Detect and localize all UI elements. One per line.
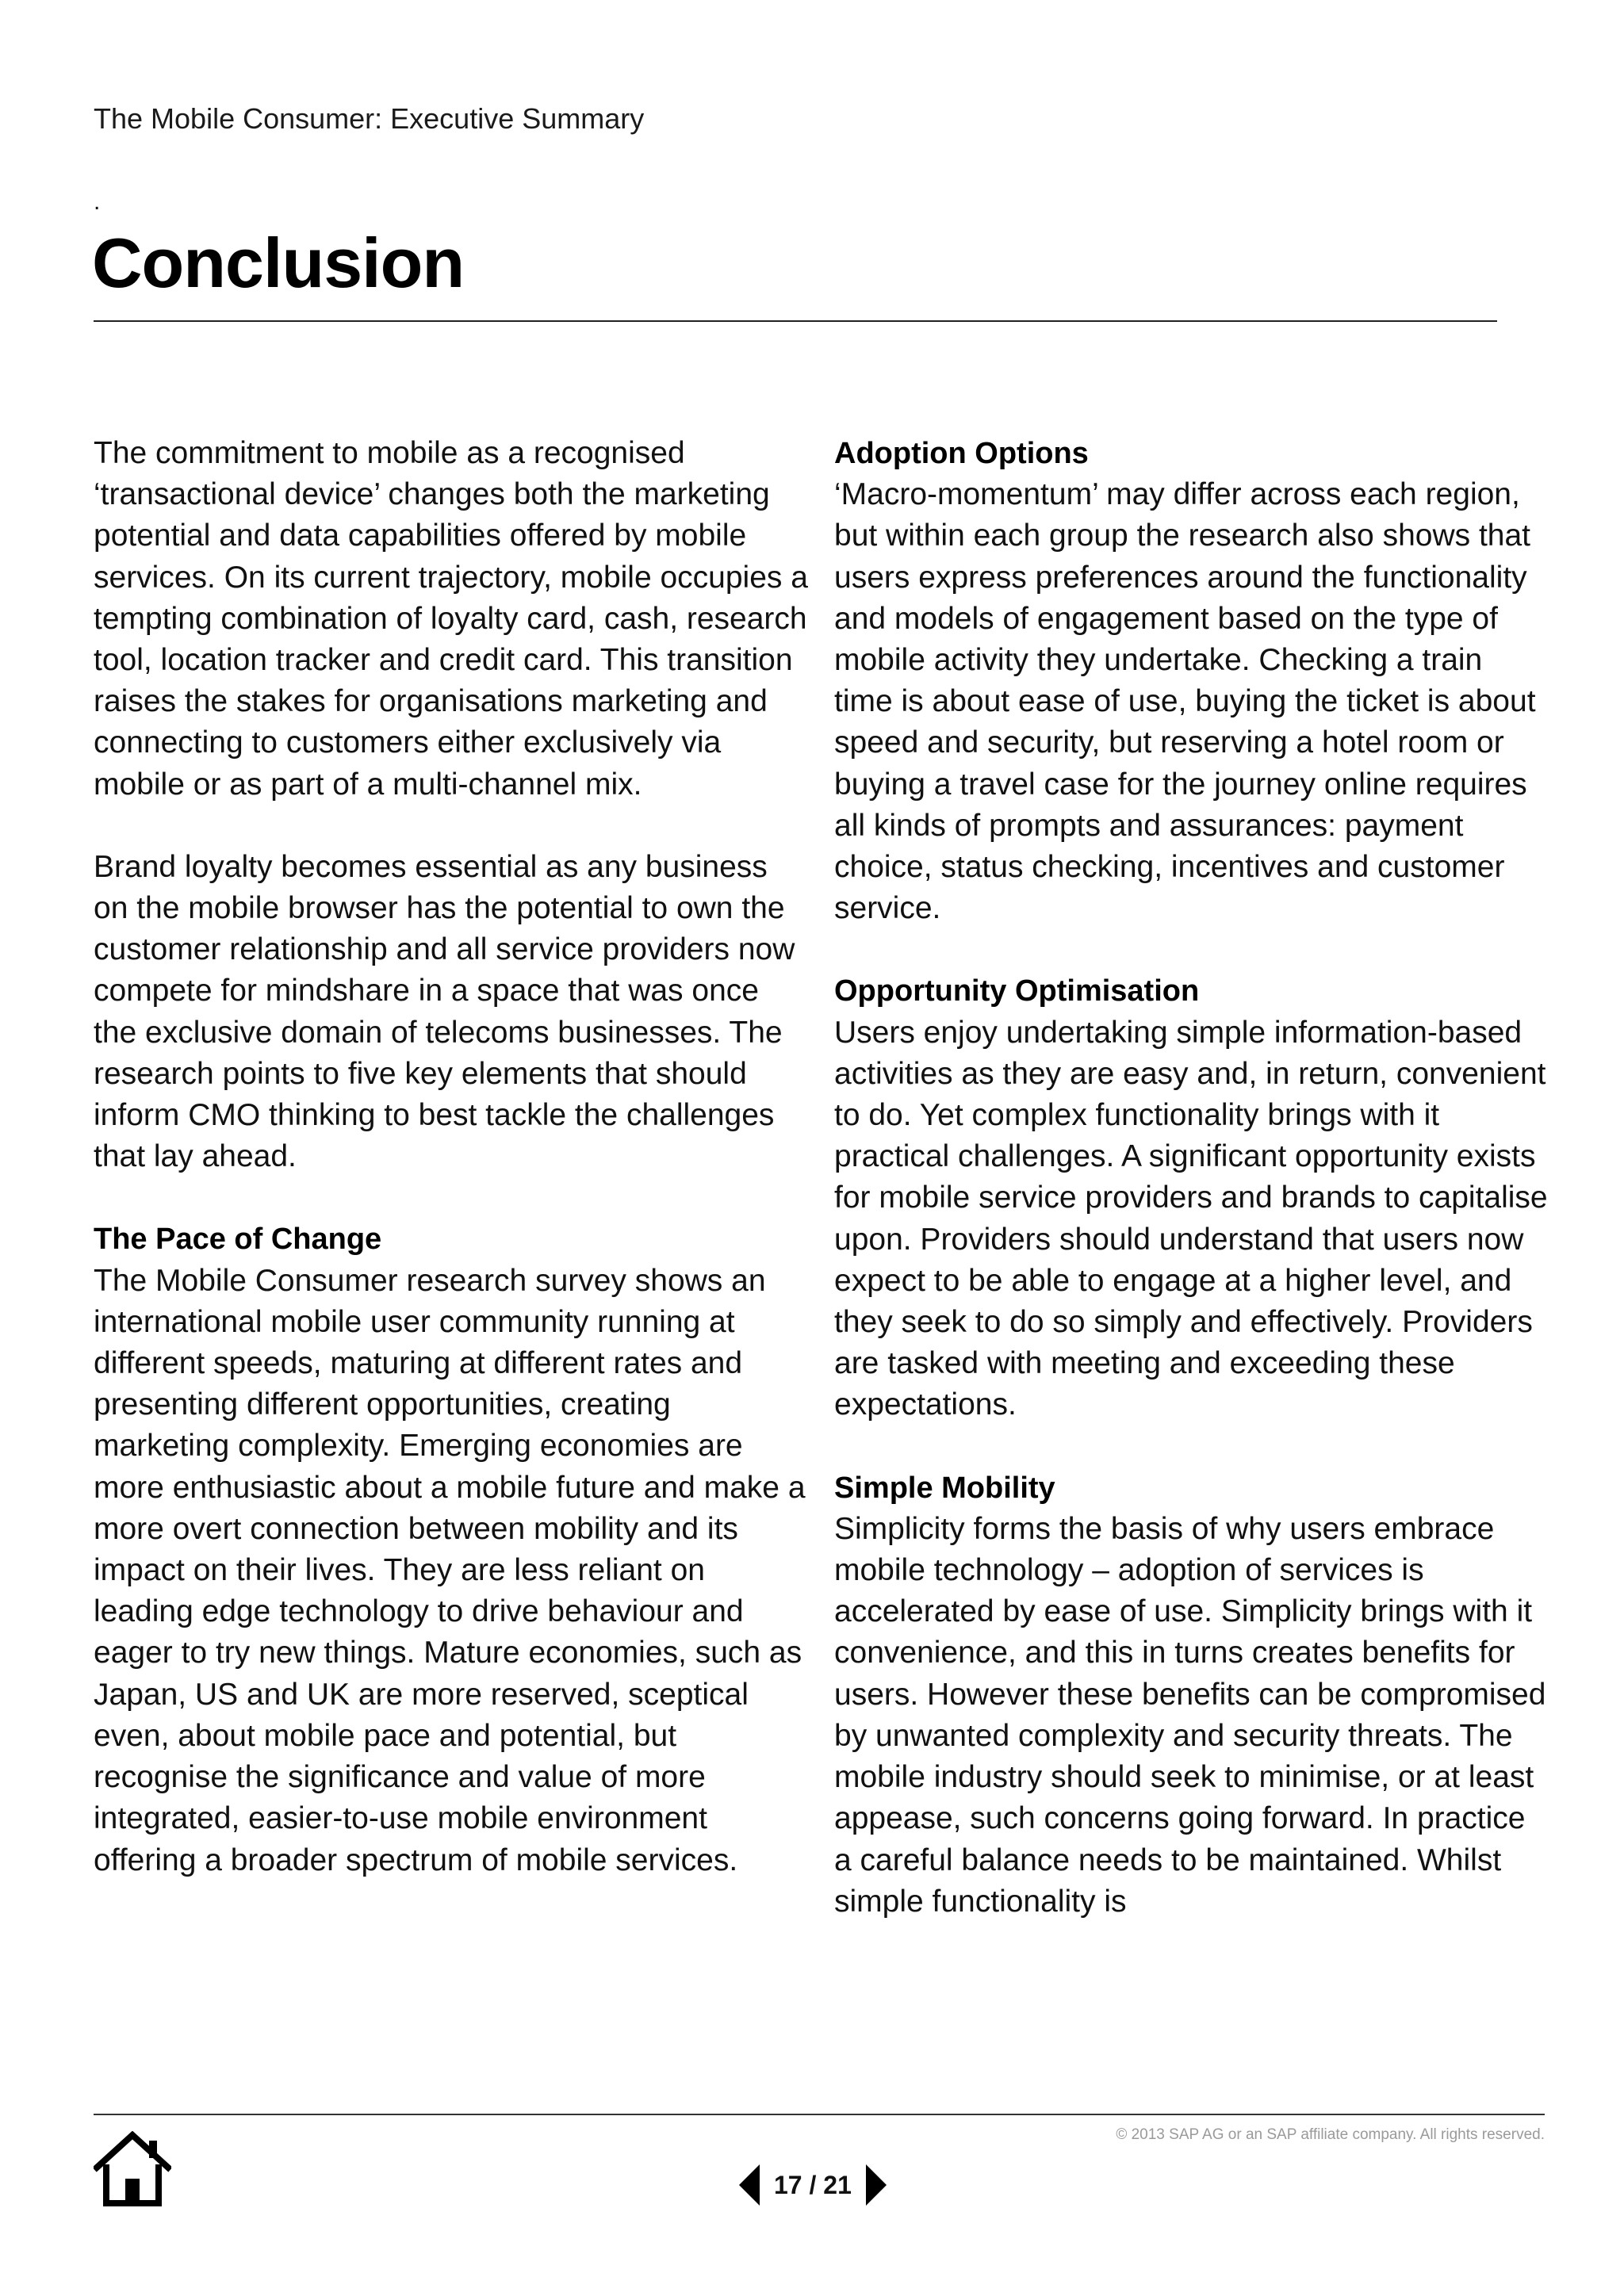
right-column [834, 433, 1548, 1964]
page-indicator: 17 / 21 [774, 2170, 852, 2199]
section-heading-simple-mobility: Simple Mobility [834, 1471, 1055, 1505]
home-icon[interactable] [94, 2131, 171, 2207]
section-heading-opportunity-optimisation: Opportunity Optimisation [834, 974, 1200, 1008]
next-page-button[interactable] [863, 2163, 888, 2207]
section-heading-pace-of-change: The Pace of Change [94, 1223, 382, 1257]
section-body-opportunity-optimisation: Users enjoy undertaking simple information-based activities as they are easy and, in return, convenient to do. Yet complex functionality brings with it practical challenges. A significant opportunity exists for mobile service providers and brands to capitalise upon. Providers should understand that users now expect to be able to engage at a higher level, and they seek to do so simply and effectively. Providers are tasked with meeting and exceeding these expectations. [834, 1015, 1548, 1422]
section-heading-adoption-options: Adoption Options [834, 437, 1089, 470]
running-header: The Mobile Consumer: Executive Summary [94, 102, 645, 135]
section-body-adoption-options: ‘Macro-momentum’ may differ across each region, but within each group the research also shows that users express preferences around the functionality and models of engagement based on the type of mobile activity they undertake. Checking a train time is about ease of use, buying the ticket is about speed and security, but reserving a hotel room or buying a travel case for the journey online requires all kinds of prompts and assurances: payment choice, status checking, incentives and customer service. [834, 477, 1536, 926]
intro-paragraph: The commitment to mobile as a recognised ‘transactional device’ changes both the marketing potential and data capabilities offered by mobile services. On its current trajectory, mobile occupies a tempting combination of loyalty card, cash, research tool, location tracker and credit card. This transition raises the stakes for organisations marketing and connecting to customers either exclusively via mobile or as part of a multi-channel mix. [94, 436, 808, 802]
section-body-pace-of-change: The Mobile Consumer research survey shows an international mobile user community running at different speeds, maturing at different rates and presenting different opportunities, creating marketing complexity. Emerging economies are more enthusiastic about a mobile future and make a more overt connection between mobility and its impact on their lives. They are less reliant on leading edge technology to drive behaviour and eager to try new things. Mature economies, such as Japan, US and UK are more reserved, sceptical even, about mobile pace and potential, but recognise the significance and value of more integrated, easier-to-use mobile environment offering a broader spectrum of mobile services. [94, 1263, 806, 1877]
left-column [94, 433, 809, 1923]
page-title: Conclusion [92, 224, 465, 302]
home-icon-graphic [94, 2131, 171, 2207]
title-divider [94, 320, 1497, 322]
section-body-simple-mobility: Simplicity forms the basis of why users embrace mobile technology – adoption of services is accelerated by ease of use. Simplicity brings with it convenience, and this in turns creates benefits for users. However these benefits can be compromised by unwanted complexity and security threats. The mobile industry should seek to minimise, or at least appease, such concerns going forward. In practice a careful balance needs to be maintained. Whilst simple functionality is [834, 1511, 1546, 1919]
brand-loyalty-paragraph: Brand loyalty becomes essential as any business on the mobile browser has the potential to own the customer relationship and all service providers now compete for mindshare in a space that was once the exclusive domain of telecoms businesses. The research points to five key elements that should inform CMO thinking to best tackle the challenges that lay ahead. [94, 849, 795, 1174]
page-navigation [737, 2163, 888, 2207]
title-marker: . [94, 189, 101, 215]
previous-page-button[interactable] [737, 2163, 763, 2207]
copyright-notice: © 2013 SAP AG or an SAP affiliate company. All rights reserved. [1116, 2126, 1545, 2143]
triangle-left-icon [739, 2164, 761, 2206]
triangle-right-icon [864, 2164, 887, 2206]
footer-divider [94, 2114, 1545, 2115]
